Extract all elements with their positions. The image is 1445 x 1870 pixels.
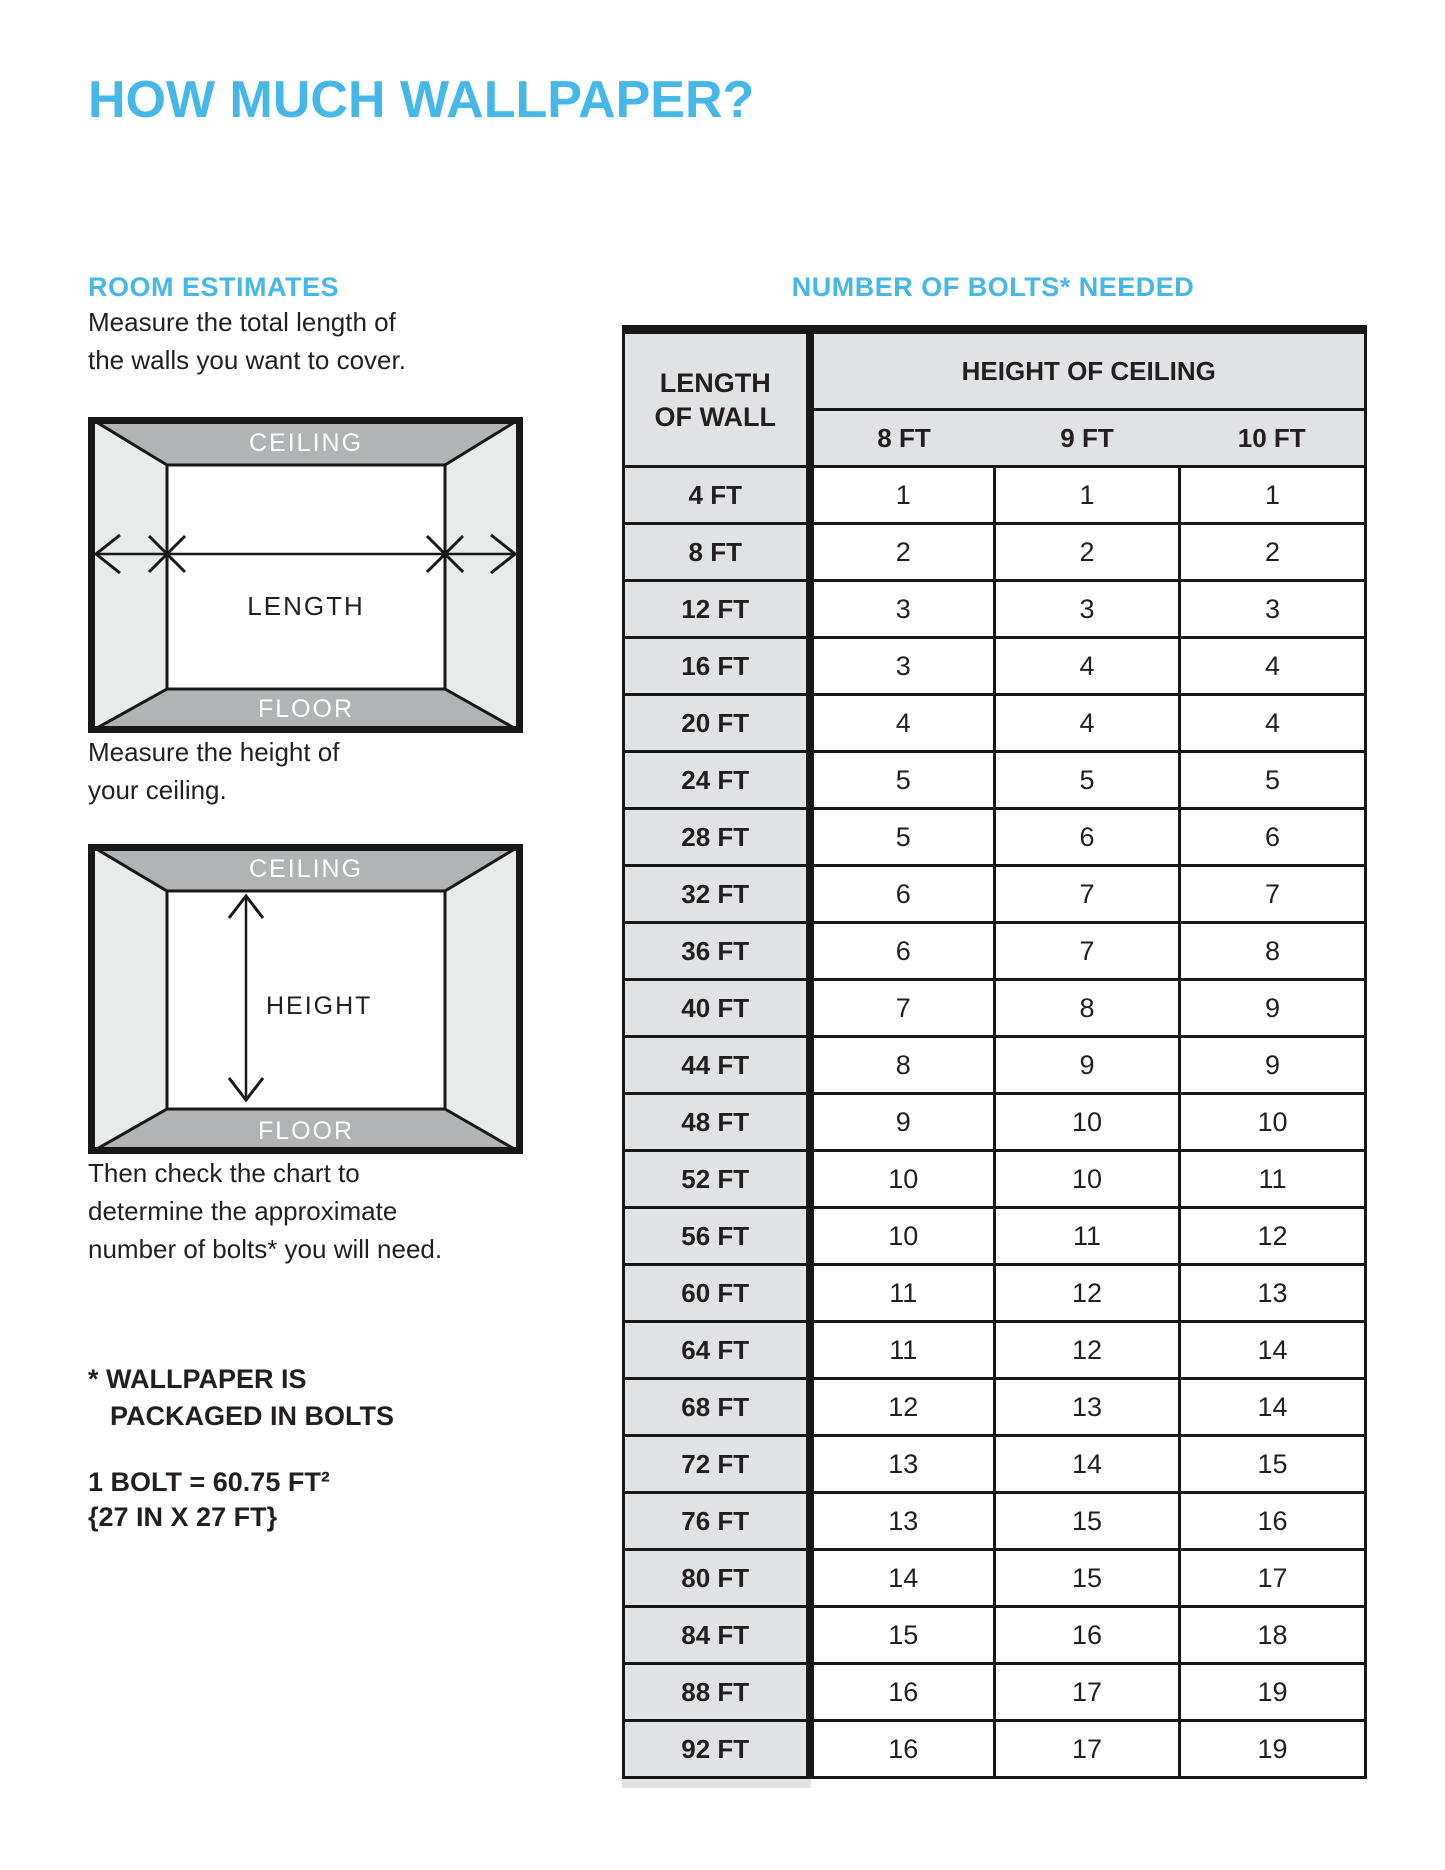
bolt-count-cell: 6 xyxy=(1180,809,1366,866)
wall-length-cell: 8 FT xyxy=(624,524,810,581)
bolt-count-cell: 10 xyxy=(810,1208,995,1265)
right-wall-surface xyxy=(445,417,523,733)
bolt-size-line: {27 IN X 27 FT} xyxy=(88,1502,278,1532)
bolt-count-cell: 14 xyxy=(995,1436,1180,1493)
bolt-count-cell: 8 xyxy=(1180,923,1366,980)
table-row xyxy=(624,581,1366,638)
bolt-count-cell: 7 xyxy=(995,923,1180,980)
table-row xyxy=(624,1493,1366,1550)
wall-length-cell: 32 FT xyxy=(624,866,810,923)
content-columns xyxy=(88,271,1445,1779)
bolt-size-note xyxy=(88,1465,523,1535)
bolt-count-cell: 15 xyxy=(995,1550,1180,1607)
bolt-count-cell: 3 xyxy=(1180,581,1366,638)
col-header-9ft: 9 FT xyxy=(995,410,1180,467)
bolt-count-cell: 12 xyxy=(810,1379,995,1436)
wall-length-cell: 84 FT xyxy=(624,1607,810,1664)
length-label: LENGTH xyxy=(247,591,365,621)
bolt-count-cell: 10 xyxy=(995,1094,1180,1151)
room-length-diagram xyxy=(88,417,523,733)
col-header-8ft: 8 FT xyxy=(810,410,995,467)
bolt-count-cell: 12 xyxy=(1180,1208,1366,1265)
bolt-count-cell: 16 xyxy=(995,1607,1180,1664)
bolt-count-cell: 2 xyxy=(810,524,995,581)
bolt-count-cell: 15 xyxy=(995,1493,1180,1550)
bolt-count-cell: 17 xyxy=(995,1664,1180,1721)
left-wall-surface xyxy=(88,844,167,1154)
bolt-count-cell: 10 xyxy=(1180,1094,1366,1151)
table-row xyxy=(624,1208,1366,1265)
instruction-measure-height xyxy=(88,733,523,809)
bolt-count-cell: 8 xyxy=(995,980,1180,1037)
bolts-table-wrap xyxy=(622,325,1364,1779)
wall-length-cell: 68 FT xyxy=(624,1379,810,1436)
bolt-count-cell: 13 xyxy=(810,1493,995,1550)
bolt-count-cell: 3 xyxy=(810,581,995,638)
bolt-count-cell: 18 xyxy=(1180,1607,1366,1664)
table-row xyxy=(624,752,1366,809)
bolt-count-cell: 2 xyxy=(995,524,1180,581)
col-header-10ft: 10 FT xyxy=(1180,410,1366,467)
bolt-count-cell: 5 xyxy=(1180,752,1366,809)
bolt-count-cell: 16 xyxy=(1180,1493,1366,1550)
instruction-line: determine the approximate xyxy=(88,1196,398,1226)
footnote-line: PACKAGED IN BOLTS xyxy=(110,1401,395,1431)
instruction-line: Measure the height of xyxy=(88,737,340,767)
right-wall-surface xyxy=(445,844,523,1154)
wall-length-cell: 44 FT xyxy=(624,1037,810,1094)
wall-length-cell: 12 FT xyxy=(624,581,810,638)
header-row-group xyxy=(624,330,1366,410)
bolt-count-cell: 6 xyxy=(810,923,995,980)
table-row xyxy=(624,695,1366,752)
table-row xyxy=(624,1664,1366,1721)
bolt-count-cell: 3 xyxy=(810,638,995,695)
table-row xyxy=(624,1322,1366,1379)
wall-length-cell: 40 FT xyxy=(624,980,810,1037)
table-row xyxy=(624,1265,1366,1322)
bolt-count-cell: 13 xyxy=(810,1436,995,1493)
bolt-count-cell: 13 xyxy=(1180,1265,1366,1322)
table-row xyxy=(624,524,1366,581)
bolts-needed-heading: NUMBER OF BOLTS* NEEDED xyxy=(791,272,1195,302)
bolt-count-cell: 11 xyxy=(810,1265,995,1322)
wall-length-cell: 16 FT xyxy=(624,638,810,695)
page-title: HOW MUCH WALLPAPER? xyxy=(88,71,755,129)
bolt-count-cell: 4 xyxy=(995,638,1180,695)
bolt-count-cell: 4 xyxy=(1180,638,1366,695)
wall-length-cell: 4 FT xyxy=(624,467,810,524)
bolt-count-cell: 14 xyxy=(1180,1379,1366,1436)
bolt-count-cell: 9 xyxy=(810,1094,995,1151)
corner-line: OF WALL xyxy=(654,401,776,432)
bolt-count-cell: 1 xyxy=(810,467,995,524)
wall-length-cell: 52 FT xyxy=(624,1151,810,1208)
bolt-count-cell: 16 xyxy=(810,1721,995,1778)
room-height-diagram xyxy=(88,844,523,1154)
bolt-count-cell: 2 xyxy=(1180,524,1366,581)
bolt-count-cell: 4 xyxy=(1180,695,1366,752)
bolt-count-cell: 8 xyxy=(810,1037,995,1094)
corner-line: LENGTH xyxy=(659,367,771,398)
wall-length-cell: 72 FT xyxy=(624,1436,810,1493)
wall-length-cell: 20 FT xyxy=(624,695,810,752)
table-row xyxy=(624,1550,1366,1607)
bolt-count-cell: 9 xyxy=(1180,1037,1366,1094)
wall-length-cell: 60 FT xyxy=(624,1265,810,1322)
table-row xyxy=(624,809,1366,866)
bolt-count-cell: 16 xyxy=(810,1664,995,1721)
footnote-line: * WALLPAPER IS xyxy=(88,1364,307,1394)
table-row xyxy=(624,923,1366,980)
instruction-line: the walls you want to cover. xyxy=(88,345,406,375)
wall-length-cell: 36 FT xyxy=(624,923,810,980)
floor-label: FLOOR xyxy=(257,1117,355,1145)
table-row xyxy=(624,1379,1366,1436)
wall-length-cell: 80 FT xyxy=(624,1550,810,1607)
bolt-count-cell: 7 xyxy=(995,866,1180,923)
floor-label: FLOOR xyxy=(257,695,355,723)
wall-length-cell: 56 FT xyxy=(624,1208,810,1265)
room-estimates-heading: ROOM ESTIMATES xyxy=(88,272,340,302)
bolt-count-cell: 11 xyxy=(1180,1151,1366,1208)
wall-length-cell: 48 FT xyxy=(624,1094,810,1151)
table-row xyxy=(624,1436,1366,1493)
ceiling-label: CEILING xyxy=(248,855,364,883)
instruction-line: your ceiling. xyxy=(88,775,227,805)
bolt-count-cell: 11 xyxy=(810,1322,995,1379)
instruction-line: Then check the chart to xyxy=(88,1158,360,1188)
col-header-length-of-wall xyxy=(624,330,810,467)
bolt-size-line: 1 BOLT = 60.75 FT² xyxy=(88,1467,330,1497)
bolt-count-cell: 4 xyxy=(995,695,1180,752)
wall-length-cell: 76 FT xyxy=(624,1493,810,1550)
table-row xyxy=(624,980,1366,1037)
instruction-measure-length xyxy=(88,303,523,379)
bolt-count-cell: 4 xyxy=(810,695,995,752)
bolt-count-cell: 9 xyxy=(1180,980,1366,1037)
bolt-count-cell: 14 xyxy=(810,1550,995,1607)
bolt-count-cell: 10 xyxy=(810,1151,995,1208)
bolt-count-cell: 6 xyxy=(995,809,1180,866)
ceiling-label: CEILING xyxy=(248,429,364,457)
bolt-count-cell: 5 xyxy=(810,752,995,809)
bolt-count-cell: 1 xyxy=(1180,467,1366,524)
bolt-count-cell: 7 xyxy=(1180,866,1366,923)
instruction-line: Measure the total length of xyxy=(88,307,396,337)
bolt-count-cell: 3 xyxy=(995,581,1180,638)
table-row xyxy=(624,1151,1366,1208)
bolts-table-section xyxy=(622,271,1364,1779)
table-row xyxy=(624,1607,1366,1664)
left-wall-surface xyxy=(88,417,167,733)
back-wall xyxy=(167,465,445,689)
bolt-count-cell: 5 xyxy=(810,809,995,866)
wall-length-cell: 88 FT xyxy=(624,1664,810,1721)
wall-length-cell: 64 FT xyxy=(624,1322,810,1379)
table-row xyxy=(624,866,1366,923)
bolt-count-cell: 19 xyxy=(1180,1664,1366,1721)
table-row xyxy=(624,1094,1366,1151)
bolts-footnote xyxy=(88,1361,523,1435)
bolt-count-cell: 14 xyxy=(1180,1322,1366,1379)
bolt-count-cell: 13 xyxy=(995,1379,1180,1436)
col-group-height-of-ceiling: HEIGHT OF CEILING xyxy=(810,330,1366,410)
table-gray-tail xyxy=(622,1779,811,1788)
bolt-count-cell: 9 xyxy=(995,1037,1180,1094)
bolt-count-cell: 12 xyxy=(995,1265,1180,1322)
bolt-count-cell: 17 xyxy=(1180,1550,1366,1607)
height-label: HEIGHT xyxy=(266,992,373,1020)
bolts-table xyxy=(622,325,1367,1779)
instruction-line: number of bolts* you will need. xyxy=(88,1234,443,1264)
table-row xyxy=(624,1037,1366,1094)
table-row xyxy=(624,467,1366,524)
bolt-count-cell: 1 xyxy=(995,467,1180,524)
bolt-count-cell: 15 xyxy=(810,1607,995,1664)
bolt-count-cell: 17 xyxy=(995,1721,1180,1778)
wall-length-cell: 24 FT xyxy=(624,752,810,809)
bolt-count-cell: 11 xyxy=(995,1208,1180,1265)
bolt-count-cell: 6 xyxy=(810,866,995,923)
wall-length-cell: 92 FT xyxy=(624,1721,810,1778)
bolt-count-cell: 7 xyxy=(810,980,995,1037)
instruction-check-chart xyxy=(88,1154,523,1268)
room-estimates-section xyxy=(88,271,523,1562)
bolt-count-cell: 12 xyxy=(995,1322,1180,1379)
bolts-table-body xyxy=(624,467,1366,1778)
table-row xyxy=(624,1721,1366,1778)
wall-length-cell: 28 FT xyxy=(624,809,810,866)
bolt-count-cell: 19 xyxy=(1180,1721,1366,1778)
bolt-count-cell: 10 xyxy=(995,1151,1180,1208)
bolt-count-cell: 5 xyxy=(995,752,1180,809)
table-row xyxy=(624,638,1366,695)
bolt-count-cell: 15 xyxy=(1180,1436,1366,1493)
